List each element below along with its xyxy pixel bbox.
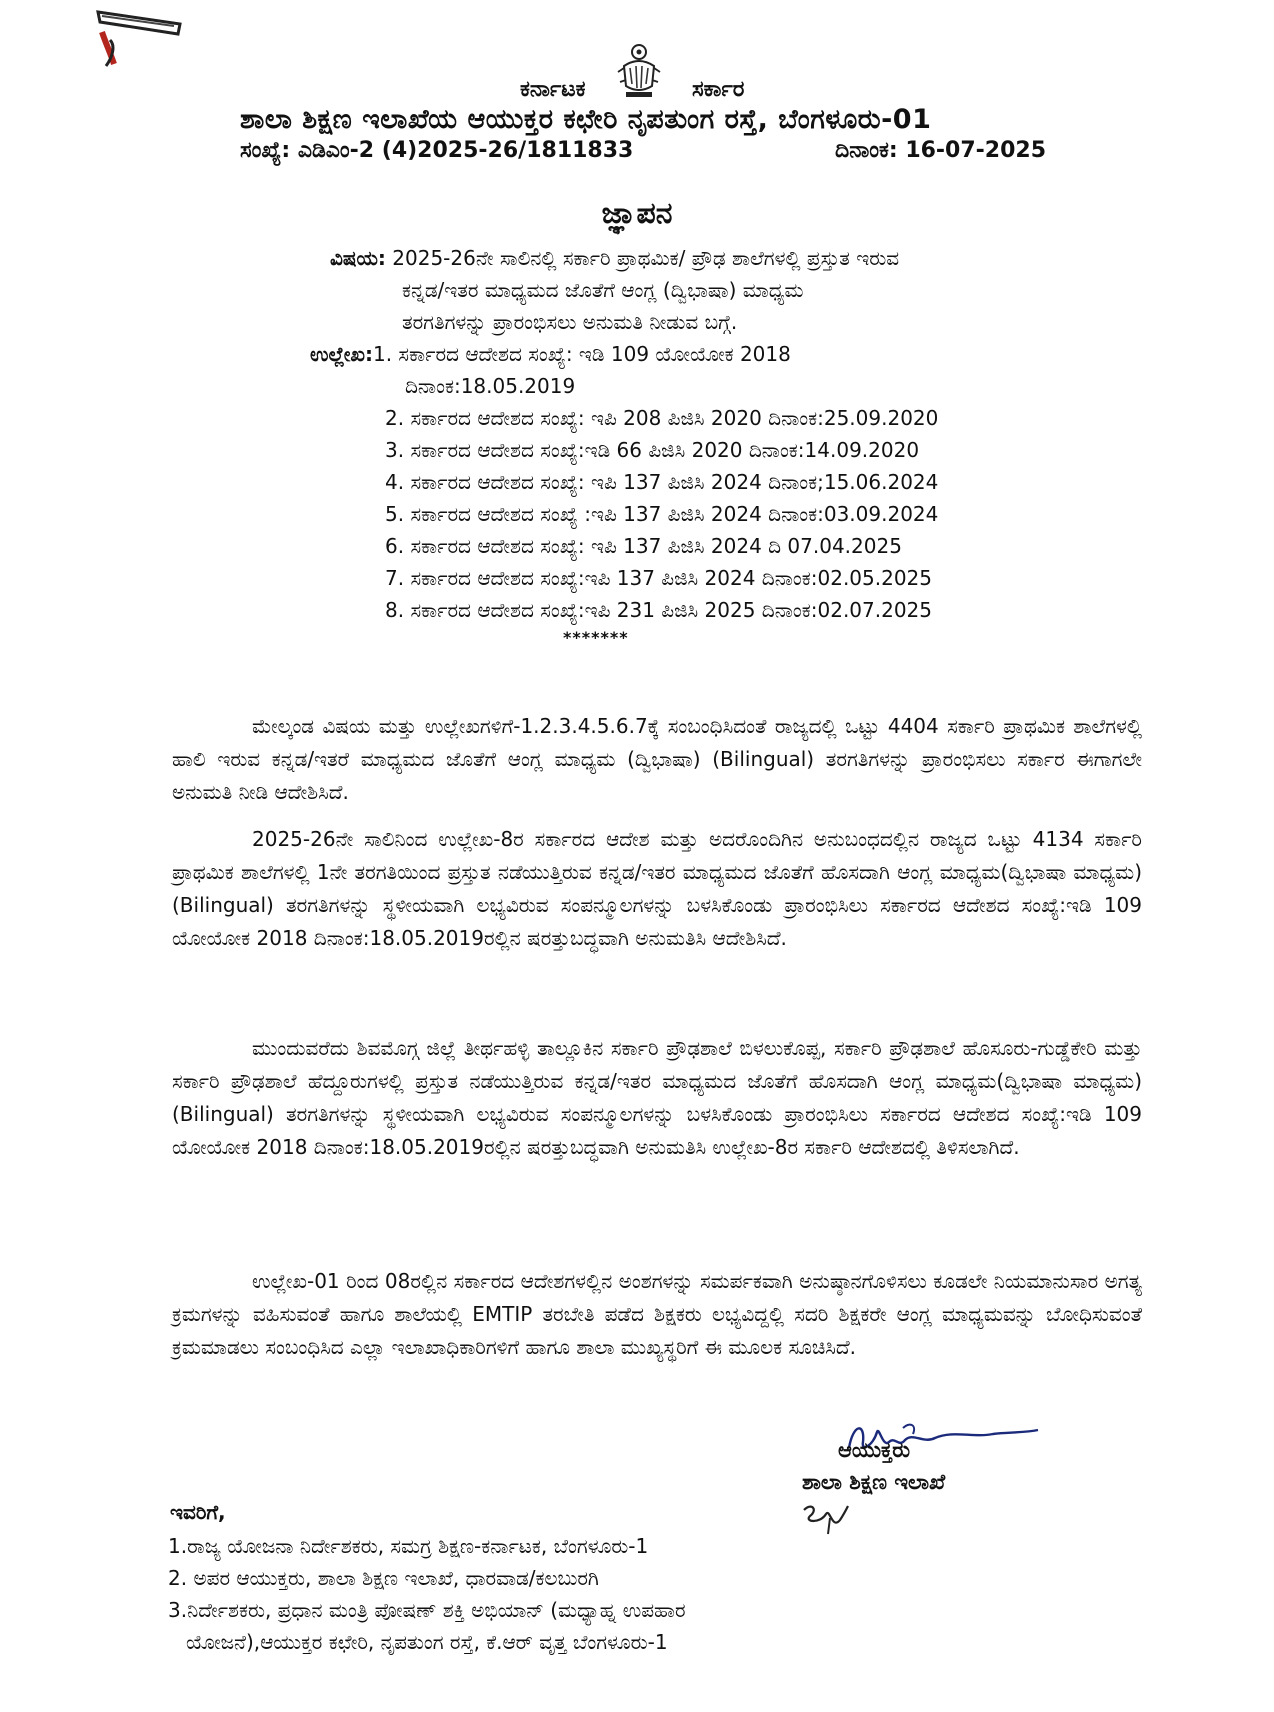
government-word: ಸರ್ಕಾರ <box>692 77 745 102</box>
separator-stars: ******* <box>563 628 629 647</box>
recipients-list <box>168 1530 686 1658</box>
subject-line: ಕನ್ನಡ/ಇತರ ಮಾಧ್ಯಮದ ಜೊತೆಗೆ ಆಂಗ್ಲ (ದ್ವಿಭಾಷಾ) ಮಾಧ್ಯಮ <box>402 278 804 302</box>
body-paragraph: ಮುಂದುವರೆದು ಶಿವಮೊಗ್ಗ ಜಿಲ್ಲೆ ತೀರ್ಥಹಳ್ಳಿ ತಾಲ್ಲೂಕಿನ ಸರ್ಕಾರಿ ಪ್ರೌಢಶಾಲೆ ಬಿಳಲುಕೊಪ್ಪ, ಸರ್ಕಾರಿ ಪ್ರೌಢಶಾಲೆ ಹೊಸೂರು-ಗುಡ್ಡೆಕೇರಿ ಮತ್ತು ಸರ್ಕಾರಿ ಪ್ರೌಢಶಾಲೆ ಹೆದ್ದೂರುಗಳಲ್ಲಿ ಪ್ರಸ್ತುತ ನಡೆಯುತ್ತಿರುವ ಕನ್ನಡ/ಇತರ ಮಾಧ್ಯಮದ ಜೊತೆಗೆ ಹೊಸದಾಗಿ ಆಂಗ್ಲ ಮಾಧ್ಯಮ(ದ್ವಿಭಾಷಾ ಮಾಧ್ಯಮ) (Bilingual) ತರಗತಿಗಳನ್ನು ಸ್ಥಳೀಯವಾಗಿ ಲಭ್ಯವಿರುವ ಸಂಪನ್ಮೂಲಗಳನ್ನು ಬಳಸಿಕೊಂಡು ಪ್ರಾರಂಭಿಸಿಲು ಸರ್ಕಾರದ ಆದೇಶದ ಸಂಖ್ಯೆ:ಇಡಿ 109 ಯೋಯೋಕ 2018 ದಿನಾಂಕ:18.05.2019ರಲ್ಲಿನ ಷರತ್ತುಬದ್ಧವಾಗಿ ಅನುಮತಿಸಿ ಉಲ್ಲೇಖ-8ರ ಸರ್ಕಾರಿ ಆದೇಶದಲ್ಲಿ ತಿಳಿಸಲಾಗಿದೆ. <box>172 1036 1142 1159</box>
references-block <box>310 338 938 626</box>
body-paragraph: 2025-26ನೇ ಸಾಲಿನಿಂದ ಉಲ್ಲೇಖ-8ರ ಸರ್ಕಾರದ ಆದೇಶ ಮತ್ತು ಅದರೊಂದಿಗಿನ ಅನುಬಂಧದಲ್ಲಿನ ರಾಜ್ಯದ ಒಟ್ಟು 4134 ಸರ್ಕಾರಿ ಪ್ರಾಥಮಿಕ ಶಾಲೆಗಳಲ್ಲಿ 1ನೇ ತರಗತಿಯಿಂದ ಪ್ರಸ್ತುತ ನಡೆಯುತ್ತಿರುವ ಕನ್ನಡ/ಇತರ ಮಾಧ್ಯಮದ ಜೊತೆಗೆ ಹೊಸದಾಗಿ ಆಂಗ್ಲ ಮಾಧ್ಯಮ(ದ್ವಿಭಾಷಾ ಮಾಧ್ಯಮ) (Bilingual) ತರಗತಿಗಳನ್ನು ಸ್ಥಳೀಯವಾಗಿ ಲಭ್ಯವಿರುವ ಸಂಪನ್ಮೂಲಗಳನ್ನು ಬಳಸಿಕೊಂಡು ಪ್ರಾರಂಭಿಸಿಲು ಸರ್ಕಾರದ ಆದೇಶದ ಸಂಖ್ಯೆ:ಇಡಿ 109 ಯೋಯೋಕ 2018 ದಿನಾಂಕ:18.05.2019ರಲ್ಲಿನ ಷರತ್ತುಬದ್ಧವಾಗಿ ಅನುಮತಿಸಿ ಆದೇಶಿಸಿದೆ. <box>172 827 1142 950</box>
reference-item: 5. ಸರ್ಕಾರದ ಆದೇಶದ ಸಂಖ್ಯೆ :ಇಪಿ 137 ಪಿಜಿಸಿ 2024 ದಿನಾಂಕ:03.09.2024 <box>385 502 939 526</box>
recipient-item: 2. ಅಪರ ಆಯುಕ್ತರು, ಶಾಲಾ ಶಿಕ್ಷಣ ಇಲಾಖೆ, ಧಾರವಾಡ/ಕಲಬುರಗಿ <box>168 1566 599 1590</box>
handwritten-initial <box>800 1500 850 1536</box>
document-title: ಜ್ಞಾಪನ <box>601 196 673 231</box>
body-paragraph: ಮೇಲ್ಕಂಡ ವಿಷಯ ಮತ್ತು ಉಲ್ಲೇಖಗಳಿಗೆ-1.2.3.4.5.6.7ಕ್ಕೆ ಸಂಬಂಧಿಸಿದಂತೆ ರಾಜ್ಯದಲ್ಲಿ ಒಟ್ಟು 4404 ಸರ್ಕಾರಿ ಪ್ರಾಥಮಿಕ ಶಾಲೆಗಳಲ್ಲಿ ಹಾಲಿ ಇರುವ ಕನ್ನಡ/ಇತರೆ ಮಾಧ್ಯಮದ ಜೊತೆಗೆ ಆಂಗ್ಲ ಮಾಧ್ಯಮ (ದ್ವಿಭಾಷಾ) (Bilingual) ತರಗತಿಗಳನ್ನು ಪ್ರಾರಂಭಿಸಲು ಸರ್ಕಾರ ಈಗಾಗಲೇ ಅನುಮತಿ ನೀಡಿ ಆದೇಶಿಸಿದೆ. <box>172 714 1142 804</box>
stamp-mark-icon <box>92 4 187 74</box>
document-date: ದಿನಾಂಕ: 16-07-2025 <box>835 138 1047 163</box>
signatory-office: ಶಾಲಾ ಶಿಕ್ಷಣ ಇಲಾಖೆ <box>802 1470 946 1494</box>
office-header: ಶಾಲಾ ಶಿಕ್ಷಣ ಇಲಾಖೆಯ ಆಯುಕ್ತರ ಕಛೇರಿ ನೃಪತುಂಗ ರಸ್ತೆ, ಬೆಂಗಳೂರು-01 <box>240 104 932 135</box>
state-name: ಕರ್ನಾಟಕ <box>520 77 586 102</box>
signatory-designation: ಆಯುಕ್ತರು <box>838 1438 911 1462</box>
reference-item: 3. ಸರ್ಕಾರದ ಆದೇಶದ ಸಂಖ್ಯೆ:ಇಡಿ 66 ಪಿಜಿಸಿ 2020 ದಿನಾಂಕ:14.09.2020 <box>385 438 920 462</box>
reference-item: 1. ಸರ್ಕಾರದ ಆದೇಶದ ಸಂಖ್ಯೆ: ಇಡಿ 109 ಯೋಯೋಕ 2018 <box>372 342 791 366</box>
reference-item-continuation: ದಿನಾಂಕ:18.05.2019 <box>405 374 576 398</box>
body-paragraph: ಉಲ್ಲೇಖ-01 ರಿಂದ 08ರಲ್ಲಿನ ಸರ್ಕಾರದ ಆದೇಶಗಳಲ್ಲಿನ ಅಂಶಗಳನ್ನು ಸಮರ್ಪಕವಾಗಿ ಅನುಷ್ಠಾನಗೊಳಿಸಲು ಕೂಡಲೇ ನಿಯಮಾನುಸಾರ ಅಗತ್ಯ ಕ್ರಮಗಳನ್ನು ವಹಿಸುವಂತೆ ಹಾಗೂ ಶಾಲೆಯಲ್ಲಿ EMTIP ತರಬೇತಿ ಪಡೆದ ಶಿಕ್ಷಕರು ಲಭ್ಯವಿದ್ದಲ್ಲಿ ಸದರಿ ಶಿಕ್ಷಕರೇ ಆಂಗ್ಲ ಮಾಧ್ಯಮವನ್ನು ಬೋಧಿಸುವಂತೆ ಕ್ರಮಮಾಡಲು ಸಂಬಂಧಿಸಿದ ಎಲ್ಲಾ ಇಲಾಖಾಧಿಕಾರಿಗಳಿಗೆ ಹಾಗೂ ಶಾಲಾ ಮುಖ್ಯಸ್ಥರಿಗೆ ಈ ಮೂಲಕ ಸೂಚಿಸಿದೆ. <box>172 1269 1142 1359</box>
reference-item: 7. ಸರ್ಕಾರದ ಆದೇಶದ ಸಂಖ್ಯೆ:ಇಪಿ 137 ಪಿಜಿಸಿ 2024 ದಿನಾಂಕ:02.05.2025 <box>385 566 933 590</box>
references-label: ಉಲ್ಲೇಖ: <box>310 342 373 366</box>
reference-item: 4. ಸರ್ಕಾರದ ಆದೇಶದ ಸಂಖ್ಯೆ: ಇಪಿ 137 ಪಿಜಿಸಿ 2024 ದಿನಾಂಕ;15.06.2024 <box>385 470 939 494</box>
recipient-item: 3.ನಿರ್ದೇಶಕರು, ಪ್ರಧಾನ ಮಂತ್ರಿ ಪೋಷಣ್ ಶಕ್ತಿ ಅಭಿಯಾನ್ (ಮಧ್ಯಾಹ್ನ ಉಪಹಾರ <box>168 1598 686 1622</box>
recipient-item: 1.ರಾಜ್ಯ ಯೋಜನಾ ನಿರ್ದೇಶಕರು, ಸಮಗ್ರ ಶಿಕ್ಷಣ-ಕರ್ನಾಟಕ, ಬೆಂಗಳೂರು-1 <box>168 1534 649 1558</box>
subject-line: ತರಗತಿಗಳನ್ನು ಪ್ರಾರಂಭಿಸಲು ಅನುಮತಿ ನೀಡುವ ಬಗ್ಗೆ. <box>402 310 738 334</box>
subject-block <box>330 242 1110 338</box>
reference-item: 6. ಸರ್ಕಾರದ ಆದೇಶದ ಸಂಖ್ಯೆ: ಇಪಿ 137 ಪಿಜಿಸಿ 2024 ದಿ 07.04.2025 <box>385 534 902 558</box>
subject-label: ವಿಷಯ: <box>330 246 386 270</box>
state-emblem-icon <box>616 42 662 100</box>
subject-line: 2025-26ನೇ ಸಾಲಿನಲ್ಲಿ ಸರ್ಕಾರಿ ಪ್ರಾಥಮಿಕ/ ಪ್ರೌಢ ಶಾಲೆಗಳಲ್ಲಿ ಪ್ರಸ್ತುತ ಇರುವ <box>392 246 900 270</box>
reference-item: 2. ಸರ್ಕಾರದ ಆದೇಶದ ಸಂಖ್ಯೆ: ಇಪಿ 208 ಪಿಜಿಸಿ 2020 ದಿನಾಂಕ:25.09.2020 <box>385 406 939 430</box>
reference-number: ಸಂಖ್ಯೆ: ಎಡಿಎಂ-2 (4)2025-26/1811833 <box>240 138 634 163</box>
recipients-label: ಇವರಿಗೆ, <box>170 1500 226 1524</box>
reference-item: 8. ಸರ್ಕಾರದ ಆದೇಶದ ಸಂಖ್ಯೆ:ಇಪಿ 231 ಪಿಜಿಸಿ 2025 ದಿನಾಂಕ:02.07.2025 <box>385 598 933 622</box>
recipient-item-continuation: ಯೋಜನೆ),ಆಯುಕ್ತರ ಕಛೇರಿ, ನೃಪತುಂಗ ರಸ್ತೆ, ಕೆ.ಆರ್ ವೃತ್ತ ಬೆಂಗಳೂರು-1 <box>186 1630 668 1654</box>
